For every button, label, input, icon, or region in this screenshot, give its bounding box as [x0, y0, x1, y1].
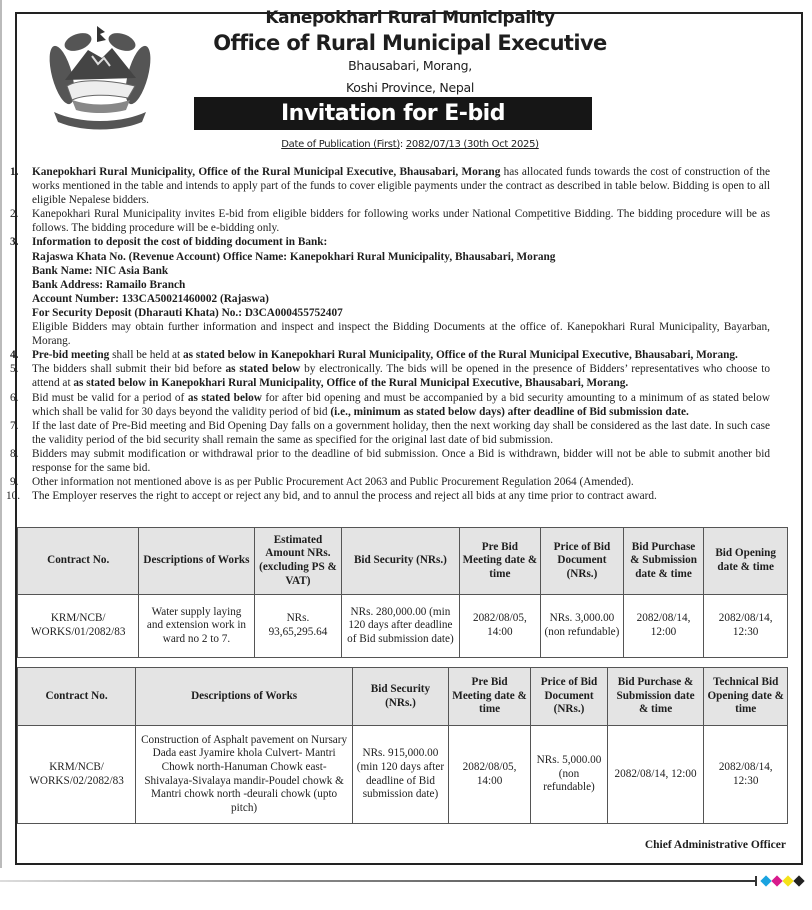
item-number: 3. [10, 236, 19, 249]
item-text [32, 475, 770, 489]
item-number: 9. [10, 476, 19, 489]
column-header: Estimated Amount NRs. (excluding PS & VAT) [254, 528, 342, 595]
item-text [32, 207, 770, 235]
column-header: Price of Bid Document (NRs.) [541, 528, 624, 595]
item-text-part: shall be held at [109, 349, 184, 362]
bank-name: Bank Name: NIC Asia Bank [32, 264, 169, 277]
item-text-part: Bidders may submit modification or withdrawal prior to the deadline of bid submission. Once a Bid is withdrawn, bidder will not be able to submit another bid response for the same bid. [32, 447, 770, 474]
item-number: 8. [10, 447, 19, 460]
publication-label: Date of Publication (First) [281, 139, 400, 150]
bank-address: Bank Address: Ramailo Branch [32, 278, 186, 291]
table-cell: 2082/08/05, 14:00 [459, 595, 541, 658]
publication-separator: : [399, 139, 406, 150]
address-line-2: Koshi Province, Nepal [345, 80, 475, 95]
notice-body [8, 165, 770, 503]
item-text-part: Bid must be valid for a period of [32, 391, 188, 404]
signature-title: Chief Administrative Officer [644, 839, 786, 851]
column-header: Bid Security (NRs.) [342, 528, 459, 595]
item-number: 5. [10, 363, 19, 376]
notice-item [8, 489, 770, 503]
item-text [32, 391, 770, 419]
trim-mark [755, 876, 757, 886]
column-header: Price of Bid Document (NRs.) [531, 668, 607, 726]
bank-info-heading: Information to deposit the cost of bidding document in Bank: [32, 236, 328, 249]
column-header: Contract No. [18, 528, 139, 595]
item-number: 1. [10, 166, 19, 178]
table-cell: 2082/08/14, 12:30 [704, 726, 788, 824]
table-cell: NRs. 280,000.00 (min 120 days after deadline of Bid submission date) [342, 595, 459, 658]
item-text-part: as stated below in Kanepokhari Rural Municipality, Office of the Rural Municipal Executive, Bhausabari, Morang. [73, 377, 629, 390]
item-text-part: as stated below in Kanepokhari Rural Municipality, Office of the Rural Municipal Executive, Bhausabari, Morang. [183, 349, 738, 362]
bank-account-number: Account Number: 133CA50021460002 (Rajaswa) [32, 292, 269, 305]
table-cell: NRs. 5,000.00 (non refundable) [531, 726, 607, 824]
table-cell: 2082/08/14, 12:30 [704, 595, 788, 658]
notice-item [8, 165, 770, 207]
item-text-part: by electronically. The bids will be opened in the presence of Bidders’ representatives who choose to attend at [32, 363, 770, 390]
black-registration-mark-icon [793, 875, 804, 886]
notice-item [8, 475, 770, 489]
item-text [32, 362, 770, 390]
item-text [32, 419, 770, 447]
item-text-part: The bidders shall submit their bid before [32, 363, 226, 376]
notice-item [8, 207, 770, 235]
page-edge-line [0, 0, 2, 868]
nepal-emblem-icon [40, 20, 160, 132]
item-number: 2. [10, 208, 19, 221]
notice-item [8, 391, 770, 419]
office-name: Office of Rural Municipal Executive [213, 31, 607, 55]
table-cell: Water supply laying and extension work in ward no 2 to 7. [139, 595, 254, 658]
table-cell: NRs. 93,65,295.64 [254, 595, 342, 658]
item-text-part: as stated below [225, 363, 301, 376]
item-text [32, 235, 770, 348]
address-line-1: Bhausabari, Morang, [348, 58, 472, 73]
table-cell: KRM/NCB/ WORKS/01/2082/83 [18, 595, 139, 658]
notice-item [8, 419, 770, 447]
notice-item [8, 235, 770, 348]
contract-table-2 [17, 667, 788, 824]
column-header: Bid Purchase & Submission date & time [607, 668, 704, 726]
column-header: Descriptions of Works [139, 528, 254, 595]
cyan-registration-mark-icon [760, 875, 771, 886]
municipality-name: Kanepokhari Rural Municipality [265, 8, 555, 28]
table-cell: NRs. 3,000.00 (non refundable) [541, 595, 624, 658]
table-cell: NRs. 915,000.00 (min 120 days after deadline of Bid submission date) [353, 726, 449, 824]
notice-item [8, 348, 770, 362]
item-text-part: If the last date of Pre-Bid meeting and Bid Opening Day falls on a government holiday, then the next working day shall be considered as the last date. In such case the validity period of the bid security shall remain the same as specified for the original last date of bid submission. [32, 419, 770, 446]
notice-item [8, 447, 770, 475]
notice-title: Invitation for E-bid [194, 97, 592, 130]
item-text [32, 447, 770, 475]
table-cell: 2082/08/14, 12:00 [623, 595, 704, 658]
item-text-part: The Employer reserves the right to accept or reject any bid, and to annul the process and reject all bids at any time prior to contract award. [32, 490, 657, 503]
table-cell: 2082/08/14, 12:00 [607, 726, 704, 824]
column-header: Bid Opening date & time [704, 528, 788, 595]
column-header: Technical Bid Opening date & time [704, 668, 788, 726]
item-text [32, 489, 770, 503]
item-number: 4. [10, 349, 19, 362]
print-trim-line [0, 880, 755, 882]
item-number: 10. [6, 490, 21, 503]
item-number: 7. [10, 419, 19, 432]
table-row [18, 726, 788, 824]
table-cell: Construction of Asphalt pavement on Nursary Dada east Jyamire khola Culvert- Mantri Chowk north-Hanuman Chowk east-Shivalaya-Sivalaya mandir-Poudel chowk & Mantri chowk north -deurali chowk (upto pitch) [136, 726, 353, 824]
bank-office-line: Rajaswa Khata No. (Revenue Account) Office Name: Kanepokhari Rural Municipality, Bhausabari, Morang [32, 250, 556, 263]
yellow-registration-mark-icon [782, 875, 793, 886]
item-text-part: has allocated funds towards the cost of construction of the works mentioned in the table and intends to apply part of the funds to cover eligible payments under the contract as described in table below. Bidding is open to all eligible Nepalese bidders. [32, 166, 770, 207]
item-text-part: Kanepokhari Rural Municipality, Office of the Rural Municipal Executive, Bhausabari, Morang [32, 166, 501, 178]
column-header: Contract No. [18, 668, 136, 726]
table-cell: KRM/NCB/ WORKS/02/2082/83 [18, 726, 136, 824]
column-header: Bid Security (NRs.) [353, 668, 449, 726]
table-header-row [18, 528, 788, 595]
notice-item [8, 362, 770, 390]
item-text-part: Kanepokhari Rural Municipality invites E-bid from eligible bidders for following works under National Competitive Bidding. The bidding procedure will be as follows. The bidding procedure will be e-bidding only. [32, 208, 770, 235]
eligible-bidders-note: Eligible Bidders may obtain further information and inspect and inspect the Bidding Documents at the office of. Kanepokhari Rural Municipality, Bayarban, Morang. [32, 321, 770, 348]
security-deposit-account: For Security Deposit (Dharauti Khata) No.: D3CA000455752407 [32, 306, 343, 319]
item-text [32, 348, 770, 362]
column-header: Pre Bid Meeting date & time [459, 528, 541, 595]
column-header: Bid Purchase & Submission date & time [623, 528, 704, 595]
item-text-part: for after bid opening and must be accompanied by a bid security amounting to a minimum of as stated below which shall be valid for 30 days beyond the validity period of bid [32, 391, 770, 418]
item-number: 6. [10, 391, 19, 404]
magenta-registration-mark-icon [771, 875, 782, 886]
item-text-part: as stated below [187, 391, 262, 404]
column-header: Pre Bid Meeting date & time [448, 668, 531, 726]
contract-table-1 [17, 527, 788, 658]
item-text-part: (i.e., minimum as stated below days) after deadline of Bid submission date. [330, 405, 689, 418]
publication-value: 2082/07/13 (30th Oct 2025) [405, 139, 539, 150]
item-text-part: Pre-bid meeting [32, 349, 110, 362]
column-header: Descriptions of Works [136, 668, 353, 726]
publication-date [150, 139, 670, 150]
table-header-row [18, 668, 788, 726]
table-row [18, 595, 788, 658]
item-text [32, 165, 770, 207]
table-cell: 2082/08/05, 14:00 [448, 726, 531, 824]
item-text-part: Other information not mentioned above is as per Public Procurement Act 2063 and Public Procurement Regulation 2064 (Amended). [32, 476, 634, 489]
